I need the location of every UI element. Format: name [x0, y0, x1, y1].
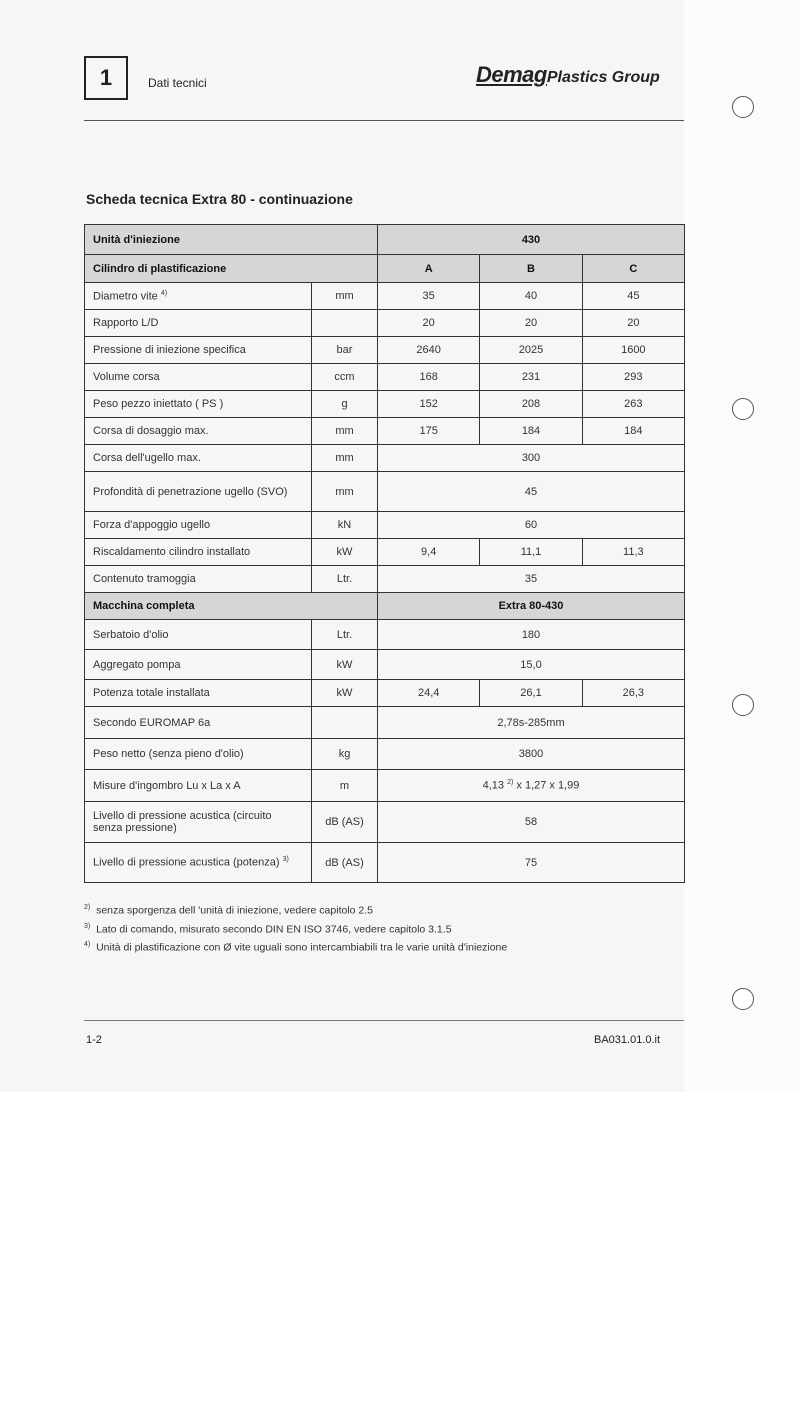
table-cell: 20	[378, 310, 480, 337]
footnote: $^{2)}$ senza sporgenza dell 'unità di iniezione, vedere capitolo 2.5	[84, 904, 374, 917]
table-cell: Diametro vite $^{4)}$	[85, 283, 312, 310]
footnote: $^{4)}$ Unità di plastificazione con Ø vite uguali sono intercambiabili tra le varie unità d'iniezione	[84, 941, 508, 954]
table-row	[85, 283, 685, 310]
table-row	[85, 472, 685, 512]
table-cell: mm	[312, 445, 378, 472]
table-cell: mm	[312, 283, 378, 310]
table-cell: Livello di pressione acustica (circuito senza pressione)	[85, 802, 312, 843]
table-cell: mm	[312, 418, 378, 445]
footnotes	[84, 900, 507, 956]
table-cell: 26,3	[582, 680, 684, 707]
table-cell: 231	[480, 364, 582, 391]
binder-hole	[732, 988, 754, 1010]
table-cell	[312, 707, 378, 739]
table-cell: 20	[582, 310, 684, 337]
table-cell: 11,1	[480, 539, 582, 566]
table-cell: 293	[582, 364, 684, 391]
table-cell: 175	[378, 418, 480, 445]
table-row	[85, 650, 685, 680]
table-row	[85, 445, 685, 472]
table-cell: 300	[378, 445, 685, 472]
table-cell: kW	[312, 650, 378, 680]
table-cell: 9,4	[378, 539, 480, 566]
table-cell: Profondità di penetrazione ugello (SVO)	[85, 472, 312, 512]
table-cell: 2025	[480, 337, 582, 364]
section-title: Scheda tecnica Extra 80 - continuazione	[86, 191, 353, 207]
table-row	[85, 512, 685, 539]
table-cell: 1600	[582, 337, 684, 364]
table-cell: dB (AS)	[312, 802, 378, 843]
table-row	[85, 620, 685, 650]
table-cell: Riscaldamento cilindro installato	[85, 539, 312, 566]
table-cell: 35	[378, 566, 685, 593]
table-cell: 180	[378, 620, 685, 650]
table-cell: mm	[312, 472, 378, 512]
table-row	[85, 770, 685, 802]
table-header-row	[85, 225, 685, 255]
table-cell: Peso pezzo iniettato ( PS )	[85, 391, 312, 418]
table-cell: 263	[582, 391, 684, 418]
table-cell: kW	[312, 680, 378, 707]
table-cell: kg	[312, 739, 378, 770]
table-cell: g	[312, 391, 378, 418]
table-cell: 45	[582, 283, 684, 310]
table-cell: B	[480, 255, 582, 283]
header-divider	[84, 120, 684, 121]
table-cell: Livello di pressione acustica (potenza) $^{3)}$	[85, 843, 312, 883]
table-cell: 24,4	[378, 680, 480, 707]
table-cell: Volume corsa	[85, 364, 312, 391]
table-cell: 3800	[378, 739, 685, 770]
table-row	[85, 566, 685, 593]
table-cell: kW	[312, 539, 378, 566]
table-cell: Corsa di dosaggio max.	[85, 418, 312, 445]
table-cell: 15,0	[378, 650, 685, 680]
table-cell: kN	[312, 512, 378, 539]
table-row	[85, 391, 685, 418]
table-cell: Ltr.	[312, 566, 378, 593]
table-cell: Corsa dell'ugello max.	[85, 445, 312, 472]
document-code: BA031.01.0.it	[594, 1034, 661, 1046]
table-cell: 40	[480, 283, 582, 310]
table-cell: Unità d'iniezione	[85, 225, 378, 255]
table-cell: A	[378, 255, 480, 283]
table-row	[85, 539, 685, 566]
chapter-number-box	[84, 56, 128, 100]
table-cell: ccm	[312, 364, 378, 391]
table-header-row	[85, 255, 685, 283]
table-header-row	[85, 593, 685, 620]
table-cell: Forza d'appoggio ugello	[85, 512, 312, 539]
table-cell: Macchina completa	[85, 593, 378, 620]
table-cell: 184	[480, 418, 582, 445]
table-cell: 20	[480, 310, 582, 337]
binder-hole	[732, 96, 754, 118]
brand-name: Demag	[476, 62, 547, 87]
table-cell: dB (AS)	[312, 843, 378, 883]
spec-table	[84, 224, 685, 883]
table-cell: 184	[582, 418, 684, 445]
brand-logo	[476, 62, 681, 88]
chapter-title: Dati tecnici	[148, 76, 207, 90]
table-cell: 26,1	[480, 680, 582, 707]
table-cell: 4,13 $^{2)}$ x 1,27 x 1,99	[378, 770, 685, 802]
table-cell	[312, 310, 378, 337]
table-row	[85, 418, 685, 445]
table-row	[85, 680, 685, 707]
table-cell: 152	[378, 391, 480, 418]
table-cell: bar	[312, 337, 378, 364]
table-cell: Ltr.	[312, 620, 378, 650]
table-cell: m	[312, 770, 378, 802]
table-cell: 2,78s-285mm	[378, 707, 685, 739]
table-row	[85, 739, 685, 770]
table-cell: 35	[378, 283, 480, 310]
footer-divider	[84, 1020, 684, 1021]
table-row	[85, 802, 685, 843]
footnote: $^{3)}$ Lato di comando, misurato secondo DIN EN ISO 3746, vedere capitolo 3.1.5	[84, 922, 452, 935]
table-cell: Potenza totale installata	[85, 680, 312, 707]
table-cell: Peso netto (senza pieno d'olio)	[85, 739, 312, 770]
table-row	[85, 364, 685, 391]
brand-subtitle: Plastics Group	[546, 69, 660, 86]
table-row	[85, 843, 685, 883]
table-cell: Pressione di iniezione specifica	[85, 337, 312, 364]
table-cell: Extra 80-430	[378, 593, 685, 620]
table-cell: 168	[378, 364, 480, 391]
table-cell: Misure d'ingombro Lu x La x A	[85, 770, 312, 802]
table-cell: 75	[378, 843, 685, 883]
table-cell: Cilindro di plastificazione	[85, 255, 378, 283]
table-cell: 2640	[378, 337, 480, 364]
binder-hole	[732, 398, 754, 420]
page-margin-shadow	[684, 0, 800, 1092]
table-cell: Contenuto tramoggia	[85, 566, 312, 593]
table-cell: 58	[378, 802, 685, 843]
table-cell: 208	[480, 391, 582, 418]
table-cell: Secondo EUROMAP 6a	[85, 707, 312, 739]
table-cell: 45	[378, 472, 685, 512]
page-number: 1-2	[86, 1034, 102, 1046]
table-cell: 11,3	[582, 539, 684, 566]
table-cell: C	[582, 255, 684, 283]
table-row	[85, 310, 685, 337]
table-cell: Serbatoio d'olio	[85, 620, 312, 650]
table-cell: Rapporto L/D	[85, 310, 312, 337]
table-row	[85, 707, 685, 739]
chapter-number: 1	[99, 65, 113, 90]
table-cell: 60	[378, 512, 685, 539]
binder-hole	[732, 694, 754, 716]
table-cell: 430	[378, 225, 685, 255]
table-cell: Aggregato pompa	[85, 650, 312, 680]
table-row	[85, 337, 685, 364]
